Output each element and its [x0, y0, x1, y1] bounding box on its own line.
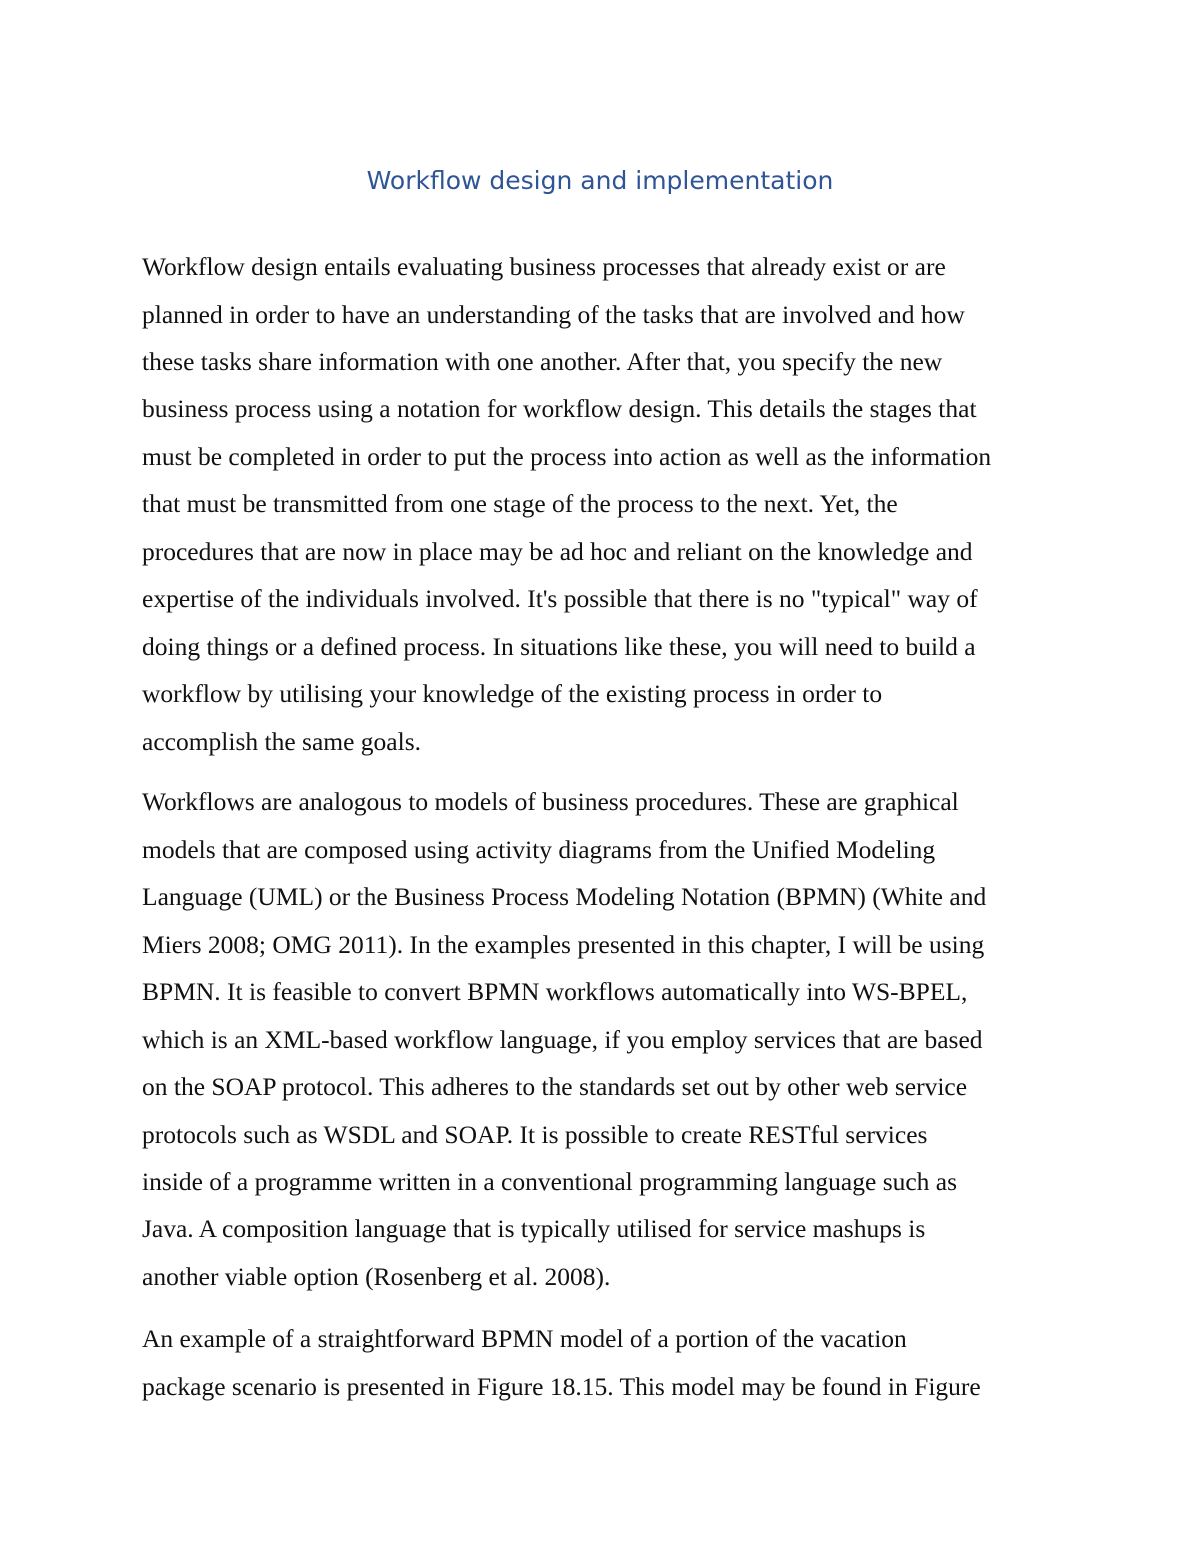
paragraph-1-line: expertise of the individuals involved. It's possible that there is no "typical" way of [142, 584, 978, 613]
paragraph-2-line: Workflows are analogous to models of business procedures. These are graphical [142, 787, 959, 816]
paragraph-1-line: Workflow design entails evaluating business processes that already exist or are [142, 252, 946, 281]
document-title: Workflow design and implementation [366, 166, 834, 195]
paragraph-1-line: workflow by utilising your knowledge of the existing process in order to [142, 679, 883, 708]
paragraph-1-line: business process using a notation for workflow design. This details the stages that [142, 394, 977, 423]
paragraph-1-line: planned in order to have an understanding of the tasks that are involved and how [142, 300, 965, 329]
paragraph-3-line: An example of a straightforward BPMN model of a portion of the vacation [142, 1324, 907, 1353]
paragraph-2-line: protocols such as WSDL and SOAP. It is possible to create RESTful services [142, 1120, 928, 1149]
paragraph-1-line: accomplish the same goals. [142, 727, 422, 756]
paragraph-2-line: Language (UML) or the Business Process Modeling Notation (BPMN) (White and [142, 882, 987, 911]
paragraph-2-line: inside of a programme written in a conventional programming language such as [142, 1167, 958, 1196]
paragraph-2-line: which is an XML-based workflow language, if you employ services that are based [142, 1025, 983, 1054]
paragraph-2-line: another viable option (Rosenberg et al. 2008). [142, 1262, 611, 1291]
paragraph-1-line: doing things or a defined process. In situations like these, you will need to build a [142, 632, 976, 661]
paragraph-1-line: procedures that are now in place may be ad hoc and reliant on the knowledge and [142, 537, 973, 566]
paragraph-2-line: on the SOAP protocol. This adheres to the standards set out by other web service [142, 1072, 968, 1101]
paragraph-2-line: Java. A composition language that is typically utilised for service mashups is [142, 1214, 926, 1243]
paragraph-3-line: package scenario is presented in Figure 18.15. This model may be found in Figure [142, 1372, 981, 1401]
paragraph-2-line: Miers 2008; OMG 2011). In the examples presented in this chapter, I will be using [142, 930, 985, 959]
paragraph-2-line: models that are composed using activity diagrams from the Unified Modeling [142, 835, 936, 864]
paragraph-1-line: must be completed in order to put the process into action as well as the information [142, 442, 992, 471]
paragraph-2-line: BPMN. It is feasible to convert BPMN workflows automatically into WS-BPEL, [142, 977, 968, 1006]
paragraph-1-line: these tasks share information with one another. After that, you specify the new [142, 347, 943, 376]
paragraph-1-line: that must be transmitted from one stage of the process to the next. Yet, the [142, 489, 898, 518]
